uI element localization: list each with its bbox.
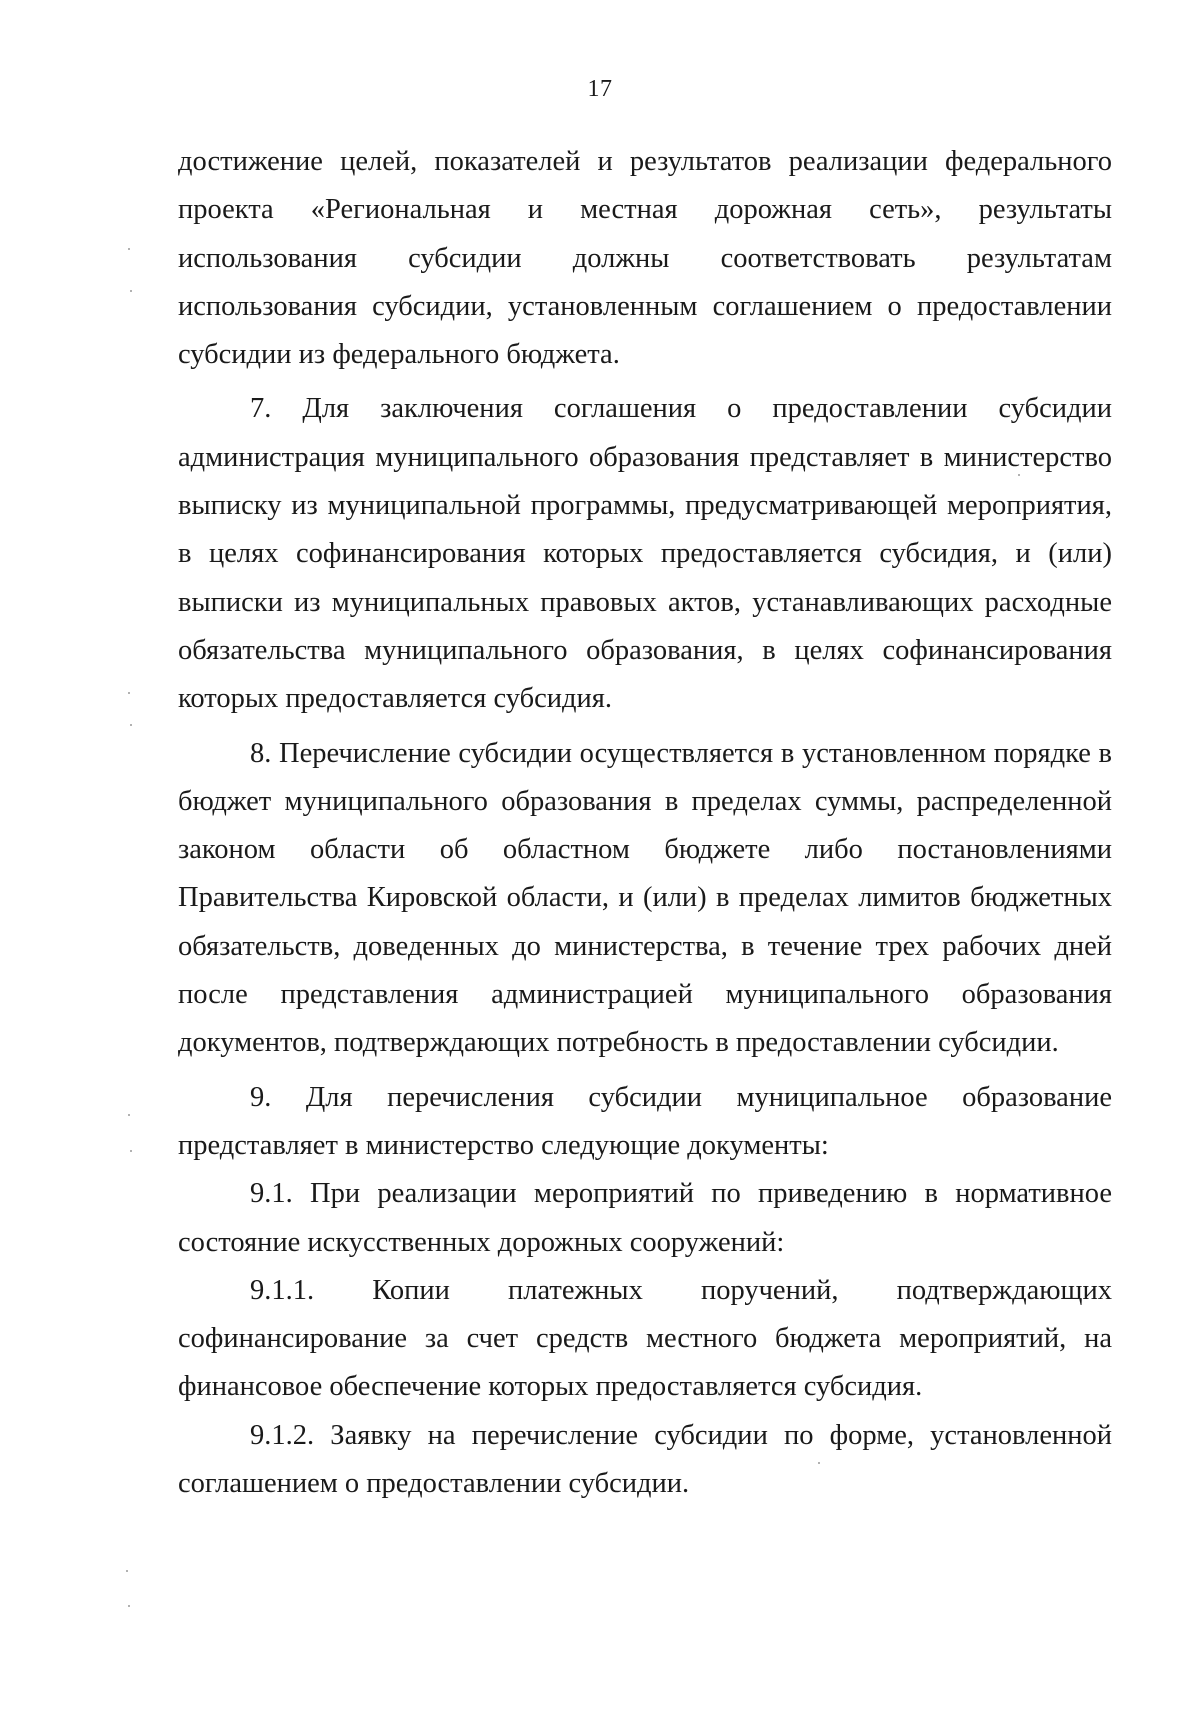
scan-speck (1018, 474, 1020, 476)
page-number: 17 (587, 76, 613, 102)
scan-speck (130, 1150, 132, 1152)
scan-speck (128, 248, 130, 250)
paragraph-9-1: 9.1. При реализации мероприятий по приведению в нормативное состояние искусственных дорожных сооружений: (178, 1178, 1112, 1258)
scan-speck (818, 1462, 820, 1464)
scan-speck (128, 1114, 130, 1116)
paragraph-9: 9. Для перечисления субсидии муниципальное образование представляет в министерство следующие документы: (178, 1081, 1112, 1161)
paragraph-7: 7. Для заключения соглашения о предоставлении субсидии администрация муниципального образования представляет в министерство выписку из муниципальной программы, предусматривающей мероприятия, в целях софинансирования которых предоставляется субсидия, и (или) выписки из муниципальных правовых актов, устанавливающих расходные обязательства муниципального образования, в целях софинансирования которых предоставляется субсидия. (178, 393, 1112, 715)
scan-speck (128, 1605, 130, 1607)
scan-speck (130, 724, 132, 726)
paragraph-continuation: достижение целей, показателей и результатов реализации федерального проекта «Региональная и местная дорожная сеть», результаты использования субсидии должны соответствовать результатам использования субсидии, установленным соглашением о предоставлении субсидии из федерального бюджета. (178, 146, 1112, 371)
paragraph-9-1-2: 9.1.2. Заявку на перечисление субсидии по форме, установленной соглашением о предоставлении субсидии. (178, 1419, 1112, 1500)
document-body (178, 138, 1112, 1508)
scan-speck (128, 692, 130, 694)
scan-speck (126, 1570, 128, 1572)
scan-speck (130, 290, 132, 292)
paragraph-8: 8. Перечисление субсидии осуществляется в установленном порядке в бюджет муниципального образования в пределах суммы, распределенной законом области об областном бюджете либо постановлениями Правительства Кировской области, и (или) в пределах лимитов бюджетных обязательств, доведенных до министерства, в течение трех рабочих дней после представления администрацией муниципального образования документов, подтверждающих потребность в предоставлении субсидии. (178, 737, 1112, 1059)
paragraph-9-1-1: 9.1.1. Копии платежных поручений, подтверждающих софинансирование за счет средств местного бюджета мероприятий, на финансовое обеспечение которых предоставляется субсидия. (178, 1274, 1112, 1403)
